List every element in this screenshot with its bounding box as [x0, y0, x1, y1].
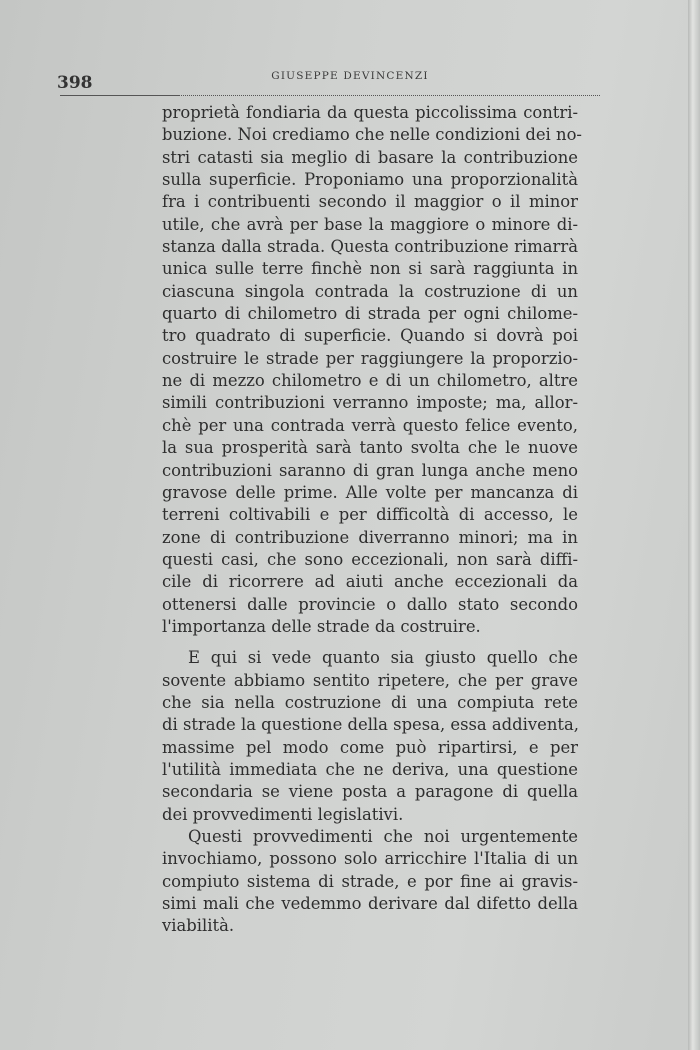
text-line: E qui si vede quanto sia giusto quello che — [188, 648, 578, 668]
text-line: compiuto sistema di strade, e por fine ai gravis- — [162, 871, 578, 891]
text-line: viabilità. — [162, 916, 235, 936]
body-text — [162, 102, 582, 938]
text-line: ciascuna singola contrada la costruzione di un — [162, 281, 578, 301]
paragraph-gap — [162, 638, 578, 647]
page-edge — [688, 0, 700, 1050]
text-line: l'importanza delle strade da costruire. — [162, 616, 481, 636]
text-line: buzione. Noi crediamo che nelle condizioni dei no- — [162, 125, 582, 145]
text-line: gravose delle prime. Alle volte per mancanza di — [162, 482, 578, 502]
text-line: utile, che avrà per base la maggiore o minore di- — [162, 214, 578, 234]
paragraph — [162, 826, 578, 938]
text-line: proprietà fondiaria da questa piccolissima contri- — [162, 103, 578, 122]
text-line: simili contribuzioni verranno imposte; ma, allor- — [162, 393, 578, 413]
text-line: ne di mezzo chilometro e di un chilometro, altre — [162, 371, 578, 391]
text-line: dei provvedimenti legislativi. — [162, 804, 404, 824]
text-line: questi casi, che sono eccezionali, non sarà diffi- — [162, 549, 578, 569]
text-line: terreni coltivabili e per difficoltà di accesso, le — [162, 505, 578, 525]
paragraph — [162, 647, 578, 826]
text-line: stri catasti sia meglio di basare la contribuzione — [162, 147, 578, 167]
text-line: zone di contribuzione diverranno minori; ma in — [162, 527, 578, 547]
text-line: fra i contribuenti secondo il maggior o il minor — [162, 192, 578, 212]
text-line: di strade la questione della spesa, essa addiventa, — [162, 715, 579, 735]
running-title: GIUSEPPE DEVINCENZI — [271, 70, 429, 82]
text-line: Questi provvedimenti che noi urgentemente — [188, 827, 578, 846]
page-number: 398 — [57, 73, 93, 93]
header-rule-solid — [60, 95, 180, 96]
text-line: secondaria se viene posta a paragone di quella — [162, 782, 578, 802]
text-line: quarto di chilometro di strada per ogni chilome- — [162, 304, 578, 324]
text-line: la sua prosperità sarà tanto svolta che le nuove — [162, 438, 578, 458]
text-line: che sia nella costruzione di una compiuta rete — [162, 692, 578, 712]
text-line: sulla superficie. Proponiamo una proporzionalità — [162, 170, 578, 190]
text-line: costruire le strade per raggiungere la proporzio- — [162, 348, 578, 368]
text-line: unica sulle terre finchè non si sarà raggiunta in — [162, 259, 578, 279]
text-line: chè per una contrada verrà questo felice evento, — [162, 415, 578, 435]
text-line: massime pel modo come può ripartirsi, e per — [162, 737, 578, 757]
text-line: cile di ricorrere ad aiuti anche eccezionali da — [162, 572, 578, 592]
text-line: simi mali che vedemmo derivare dal difetto della — [162, 894, 578, 914]
text-line: contribuzioni saranno di gran lunga anche meno — [162, 460, 578, 480]
text-line: stanza dalla strada. Questa contribuzione rimarrà — [162, 237, 578, 257]
text-line: l'utilità immediata che ne deriva, una questione — [162, 759, 578, 779]
text-line: ottenersi dalle provincie o dallo stato secondo — [162, 594, 578, 614]
text-line: tro quadrato di superficie. Quando si dovrà poi — [162, 326, 578, 346]
paragraph — [162, 102, 582, 638]
text-line: invochiamo, possono solo arricchire l'Italia di un — [162, 849, 578, 869]
text-line: sovente abbiamo sentito ripetere, che per grave — [162, 670, 578, 690]
